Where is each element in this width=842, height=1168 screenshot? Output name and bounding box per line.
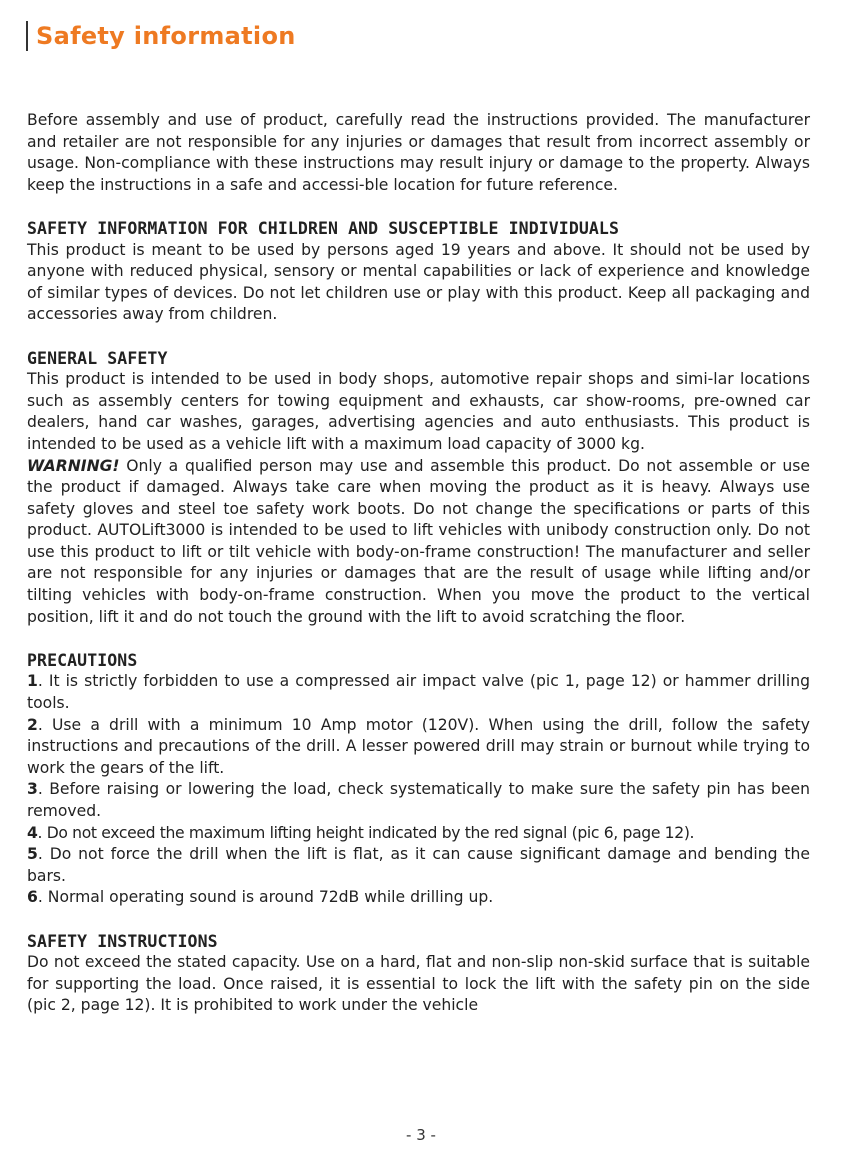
document-body [27,110,810,1017]
precaution-number: 2 [27,715,38,734]
page-title: Safety information [36,22,296,50]
precaution-text: . It is strictly forbidden to use a compressed air impact valve (pic 1, page 12) or hammer drilling tools. [27,672,810,713]
precaution-number: 6 [27,888,38,907]
warning-paragraph [27,456,810,629]
warning-text: Only a qualified person may use and assemble this product. Do not assemble or use the product if damaged. Always take care when moving the product as it is heavy. Always use safety gloves and steel toe safety work boots. Do not change the specifications or parts of this product. AUTOLift3000 is intended to be used to lift vehicles with unibody construction only. Do not use this product to lift or tilt vehicle with body-on-frame construction! The manufacturer and seller are not responsible for any injuries or damages that are the result of usage while lifting and/or tilting vehicles with body-on-frame construction. When you move the product to the vertical position, lift it and do not touch the ground with the lift to avoid scratching the floor. [27,456,810,626]
precaution-text: . Normal operating sound is around 72dB while drilling up. [37,888,494,907]
precautions-title: PRECAUTIONS [27,650,138,670]
precaution-item [27,715,810,780]
children-section-text: This product is meant to be used by persons aged 19 years and above. It should not be used by anyone with reduced physical, sensory or mental capabilities or lack of experience and knowledge of similar types of devices. Do not let children use or play with this product. Keep all packaging and accessories away from children. [27,240,810,324]
precaution-text: . Do not exceed the maximum lifting height indicated by the red signal (pic 6, page 12). [37,823,695,842]
warning-label: WARNING! [27,456,120,475]
precaution-item [27,671,810,714]
intro-paragraph: Before assembly and use of product, carefully read the instructions provided. The manufacturer and retailer are not responsible for any injuries or damages that result from incorrect assembly or usage. Non-compliance with these instructions may result injury or damage to the property. Always keep the instructions in a safe and accessi-ble location for future reference. [27,111,810,194]
precaution-item [27,844,810,887]
general-safety-text: This product is intended to be used in body shops, automotive repair shops and simi-lar locations such as assembly centers for towing equipment and exhausts, car show-rooms, pre-owned car dealers, hand car washes, garages, advertising agencies and auto enthusiasts. This product is intended to be used as a vehicle lift with a maximum load capacity of 3000 kg. [27,370,810,453]
precaution-text: . Do not force the drill when the lift is flat, as it can cause significant damage and bending the bars. [27,845,810,885]
page-number: - 3 - [406,1126,436,1144]
safety-instructions-text: Do not exceed the stated capacity. Use on a hard, flat and non-slip non-skid surface that is suitable for supporting the load. Once raised, it is essential to lock the lift with the safety pin on the side (pic 2, page 12). It is prohibited to work under the vehicle [27,953,810,1015]
precaution-text: . Before raising or lowering the load, check systematically to make sure the safety pin has been removed. [27,780,810,820]
precaution-item [27,823,810,845]
general-safety-title: GENERAL SAFETY [27,348,168,368]
precaution-text: . Use a drill with a minimum 10 Amp motor (120V). When using the drill, follow the safety instructions and precautions of the drill. A lesser powered drill may strain or burnout while trying to work the gears of the lift. [27,715,810,777]
precaution-number: 1 [27,672,38,691]
header-divider [26,21,28,51]
precaution-number: 4 [27,823,38,842]
precaution-number: 5 [27,845,38,864]
precaution-number: 3 [27,780,38,799]
page-header [26,20,296,52]
precaution-item [27,779,810,822]
precaution-item [27,887,810,909]
children-section-title: SAFETY INFORMATION FOR CHILDREN AND SUSCEPTIBLE INDIVIDUALS [27,218,619,238]
safety-instructions-title: SAFETY INSTRUCTIONS [27,931,218,951]
